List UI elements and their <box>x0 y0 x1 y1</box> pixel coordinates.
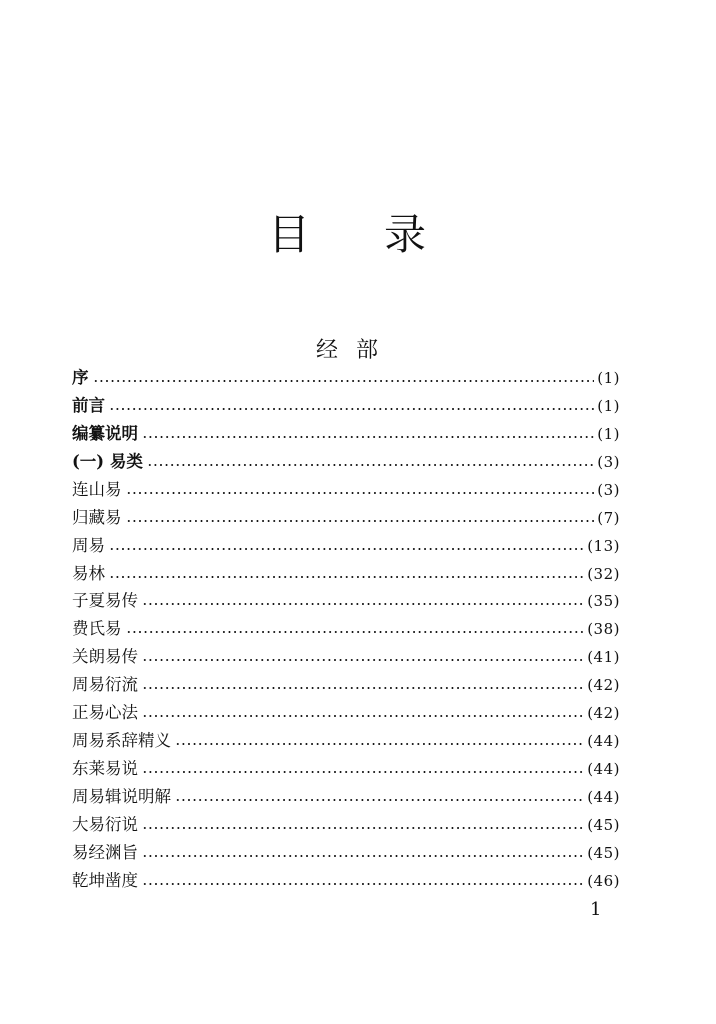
page-title-char: 录 <box>384 210 427 259</box>
toc-entry[interactable] <box>72 448 620 476</box>
toc-entry[interactable] <box>72 615 620 643</box>
toc-leader-dots <box>142 659 584 661</box>
toc-entry[interactable] <box>72 783 620 811</box>
toc-entry-page: (44) <box>587 788 620 807</box>
toc-leader-dots <box>142 771 584 773</box>
toc-entry[interactable] <box>72 699 620 727</box>
toc-leader-dots <box>142 687 584 689</box>
toc-entry-label: 大易衍说 <box>72 814 138 834</box>
toc-entry-page: (38) <box>587 620 620 639</box>
toc-entry-page: (42) <box>587 704 620 723</box>
toc-entry[interactable] <box>72 755 620 783</box>
toc-entry-label: 编纂说明 <box>72 423 138 443</box>
toc-leader-dots <box>109 548 584 550</box>
toc-leader-dots <box>93 380 595 382</box>
toc-entry-label: 关朗易传 <box>72 647 138 667</box>
toc-entry-page: (3) <box>597 452 620 471</box>
toc-entry-page: (3) <box>597 480 620 499</box>
toc-entry-page: (46) <box>587 871 620 890</box>
toc-entry-page: (13) <box>587 536 620 555</box>
toc-entry-page: (35) <box>587 592 620 611</box>
toc-leader-dots <box>142 603 584 605</box>
toc-entry[interactable] <box>72 867 620 895</box>
section-heading <box>0 336 716 366</box>
toc-entry-page: (1) <box>597 424 620 443</box>
toc-entry-page: (45) <box>587 815 620 834</box>
toc-leader-dots <box>142 883 584 885</box>
toc-entry-page: (42) <box>587 676 620 695</box>
toc-entry[interactable] <box>72 811 620 839</box>
toc-entry[interactable] <box>72 532 620 560</box>
section-heading-char: 部 <box>356 338 379 363</box>
toc-entry-label: 费氏易 <box>72 619 122 639</box>
toc-entry-page: (1) <box>597 368 620 387</box>
toc-entry[interactable] <box>72 727 620 755</box>
toc-leader-dots <box>142 436 594 438</box>
toc-entry-page: (44) <box>587 760 620 779</box>
toc-entry-label: 周易辑说明解 <box>72 787 171 807</box>
toc-entry-label: 序 <box>72 367 89 387</box>
toc-leader-dots <box>126 492 595 494</box>
toc-leader-dots <box>126 520 595 522</box>
section-heading-char: 经 <box>316 338 339 363</box>
toc-entry-label: 正易心法 <box>72 703 138 723</box>
toc-entry-page: (41) <box>587 648 620 667</box>
toc-entry-page: (7) <box>597 508 620 527</box>
toc-leader-dots <box>109 576 584 578</box>
toc-leader-dots <box>175 743 584 745</box>
toc-entry-label: 易经渊旨 <box>72 842 138 862</box>
toc-entry[interactable] <box>72 476 620 504</box>
toc-entry[interactable] <box>72 643 620 671</box>
toc-leader-dots <box>147 464 594 466</box>
toc-entry-label: 周易 <box>72 535 105 555</box>
page-title <box>0 205 716 265</box>
toc-entry-page: (32) <box>587 564 620 583</box>
toc-entry-label: 归藏易 <box>72 507 122 527</box>
toc-entry[interactable] <box>72 671 620 699</box>
toc-entry-page: (44) <box>587 732 620 751</box>
toc-entry[interactable] <box>72 504 620 532</box>
page-title-char: 目 <box>268 210 311 259</box>
toc-leader-dots <box>126 631 585 633</box>
toc-entry-label: 前言 <box>72 395 105 415</box>
toc-entry[interactable] <box>72 560 620 588</box>
toc-entry-label: 连山易 <box>72 479 122 499</box>
toc-entry[interactable] <box>72 420 620 448</box>
toc-entry-label: 子夏易传 <box>72 591 138 611</box>
toc-leader-dots <box>142 715 584 717</box>
toc-entry-page: (45) <box>587 843 620 862</box>
toc-entry-label: 周易衍流 <box>72 675 138 695</box>
toc-entry[interactable] <box>72 364 620 392</box>
toc-entry-label: 周易系辞精义 <box>72 731 171 751</box>
toc-leader-dots <box>142 827 584 829</box>
toc-entry[interactable] <box>72 839 620 867</box>
toc-leader-dots <box>109 408 594 410</box>
table-of-contents <box>72 364 620 895</box>
toc-entry[interactable] <box>72 588 620 616</box>
toc-entry-page: (1) <box>597 396 620 415</box>
toc-leader-dots <box>142 855 584 857</box>
page-number: 1 <box>590 899 602 920</box>
toc-entry-label: (一) 易类 <box>72 451 143 471</box>
toc-entry[interactable] <box>72 392 620 420</box>
toc-leader-dots <box>175 799 584 801</box>
toc-entry-label: 易林 <box>72 563 105 583</box>
toc-entry-label: 东莱易说 <box>72 759 138 779</box>
toc-entry-label: 乾坤凿度 <box>72 870 138 890</box>
